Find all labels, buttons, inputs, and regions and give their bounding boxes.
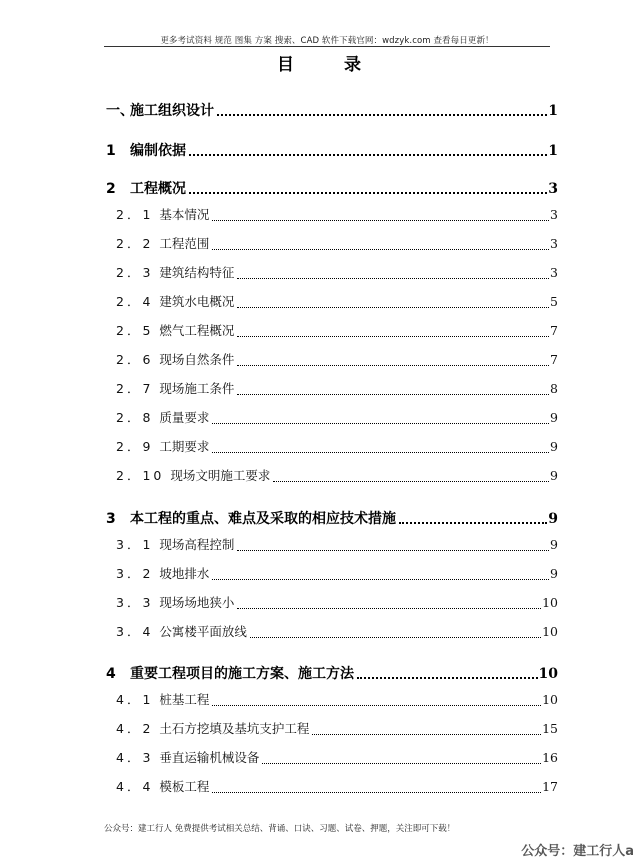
toc-entry[interactable] — [106, 100, 558, 120]
dot-leader — [357, 676, 538, 679]
toc-entry[interactable] — [116, 205, 558, 225]
toc-entry-number: 3．2 — [116, 566, 154, 581]
toc-entry[interactable] — [116, 437, 558, 457]
dot-leader — [237, 335, 549, 337]
toc-entry-title: 现场自然条件 — [159, 352, 235, 367]
dot-leader — [237, 607, 541, 609]
toc-entry-page: 16 — [542, 750, 558, 765]
dot-leader — [212, 791, 541, 793]
toc-entry[interactable] — [106, 663, 558, 683]
toc-entry-page: 10 — [542, 595, 558, 610]
toc-entry[interactable] — [116, 466, 558, 486]
toc-entry-title: 现场施工条件 — [159, 381, 235, 396]
dot-leader — [273, 480, 549, 482]
toc-entry[interactable] — [116, 234, 558, 254]
toc-entry-number: 4．3 — [116, 750, 154, 765]
toc-entry-number: 3．4 — [116, 624, 154, 639]
toc-entry[interactable] — [116, 593, 558, 613]
dot-leader — [189, 153, 547, 156]
toc-entry-title: 工期要求 — [159, 439, 210, 454]
toc-entry-page: 3 — [550, 265, 558, 280]
footer-note: 公众号：建工行人 免费提供考试相关总结、背诵、口诀、习题、试卷、押题，关注即可下载！ — [104, 824, 456, 834]
toc-entry-page: 9 — [550, 566, 558, 581]
toc-entry-title: 工程范围 — [159, 236, 210, 251]
toc-entry-number: 2．2 — [116, 236, 154, 251]
dot-leader — [189, 191, 547, 194]
dot-leader — [217, 113, 547, 116]
dot-leader — [212, 219, 549, 221]
toc-entry-page: 9 — [550, 468, 558, 483]
dot-leader — [312, 733, 541, 735]
toc-entry-number: 3．3 — [116, 595, 154, 610]
toc-entry-page: 10 — [542, 692, 558, 707]
toc-entry-title: 公寓楼平面放线 — [159, 624, 247, 639]
dot-leader — [237, 277, 549, 279]
toc-entry[interactable] — [116, 622, 558, 642]
toc-entry-title: 建筑结构特征 — [159, 265, 235, 280]
toc-entry-page: 9 — [548, 511, 558, 527]
toc-entry[interactable] — [116, 379, 558, 399]
toc-entry-page: 1 — [548, 143, 558, 159]
toc-heading: 目 录 — [277, 55, 383, 75]
toc-entry-title: 建筑水电概况 — [159, 294, 235, 309]
toc-entry[interactable] — [106, 178, 558, 198]
toc-entry-title: 坡地排水 — [159, 566, 210, 581]
toc-entry-number: 4．1 — [116, 692, 154, 707]
dot-leader — [399, 521, 547, 524]
toc-entry-title: 编制依据 — [130, 143, 186, 159]
toc-entry-number: 2．6 — [116, 352, 154, 367]
toc-entry-title: 施工组织设计 — [130, 103, 214, 119]
toc-entry-number: 2．9 — [116, 439, 154, 454]
dot-leader — [237, 549, 549, 551]
toc-entry-title: 垂直运输机械设备 — [159, 750, 260, 765]
toc-entry-title: 桩基工程 — [159, 692, 210, 707]
watermark: 公众号：建工行人a — [521, 844, 634, 859]
toc-entry-page: 3 — [550, 236, 558, 251]
toc-entry-title: 本工程的重点、难点及采取的相应技术措施 — [130, 511, 396, 527]
toc-entry-number: 2．3 — [116, 265, 154, 280]
toc-entry-page: 9 — [550, 439, 558, 454]
toc-entry-number: 4．2 — [116, 721, 154, 736]
toc-entry-page: 9 — [550, 537, 558, 552]
toc-entry-title: 现场文明施工要求 — [170, 468, 271, 483]
toc-entry-number: 3．1 — [116, 537, 154, 552]
dot-leader — [237, 306, 549, 308]
toc-entry[interactable] — [106, 140, 558, 160]
toc-entry[interactable] — [116, 748, 558, 768]
dot-leader — [212, 451, 549, 453]
toc-entry-title: 模板工程 — [159, 779, 210, 794]
toc-entry[interactable] — [106, 508, 558, 528]
toc-entry[interactable] — [116, 263, 558, 283]
header-note: 更多考试资料 规范 图集 方案 搜索、CAD 软件下载官网：wdzyk.com 查看每日更新！ — [160, 36, 494, 46]
toc-entry-number: 2．8 — [116, 410, 154, 425]
toc-entry-page: 9 — [550, 410, 558, 425]
toc-entry-number: 一、 — [106, 103, 134, 119]
toc-entry[interactable] — [116, 350, 558, 370]
toc-entry[interactable] — [116, 321, 558, 341]
toc-entry[interactable] — [116, 564, 558, 584]
toc-entry-page: 8 — [550, 381, 558, 396]
toc-entry-page: 3 — [550, 207, 558, 222]
toc-entry[interactable] — [116, 719, 558, 739]
toc-entry-title: 工程概况 — [130, 181, 186, 197]
dot-leader — [212, 248, 549, 250]
toc-entry-number: 2．7 — [116, 381, 154, 396]
toc-entry-title: 质量要求 — [159, 410, 210, 425]
toc-entry-number: 2．1 — [116, 207, 154, 222]
dot-leader — [212, 578, 549, 580]
toc-entry-number: 4 — [106, 666, 116, 682]
toc-entry-page: 10 — [538, 666, 558, 682]
dot-leader — [212, 422, 549, 424]
toc-entry-title: 燃气工程概况 — [159, 323, 235, 338]
toc-entry-title: 现场高程控制 — [159, 537, 235, 552]
toc-entry-title: 现场场地狭小 — [159, 595, 235, 610]
toc-entry[interactable] — [116, 690, 558, 710]
toc-entry-number: 1 — [106, 143, 116, 159]
toc-entry-page: 17 — [542, 779, 558, 794]
toc-entry-page: 7 — [550, 323, 558, 338]
toc-entry[interactable] — [116, 408, 558, 428]
toc-entry[interactable] — [116, 535, 558, 555]
dot-leader — [212, 704, 541, 706]
dot-leader — [262, 762, 541, 764]
toc-entry-number: 2．10 — [116, 468, 165, 483]
toc-entry-title: 重要工程项目的施工方案、施工方法 — [130, 666, 354, 682]
toc-entry-page: 1 — [548, 103, 558, 119]
toc-entry-number: 2．5 — [116, 323, 154, 338]
toc-entry-title: 基本情况 — [159, 207, 210, 222]
toc-entry-title: 土石方挖填及基坑支护工程 — [159, 721, 310, 736]
toc-entry-page: 7 — [550, 352, 558, 367]
toc-entry-page: 5 — [550, 294, 558, 309]
toc-entry-number: 3 — [106, 511, 116, 527]
dot-leader — [250, 636, 541, 638]
toc-entry-number: 2．4 — [116, 294, 154, 309]
toc-entry-page: 10 — [542, 624, 558, 639]
toc-entry-number: 4．4 — [116, 779, 154, 794]
toc-entry-page: 3 — [548, 181, 558, 197]
toc-entry[interactable] — [116, 292, 558, 312]
dot-leader — [237, 364, 549, 366]
header-rule — [104, 46, 550, 47]
toc-entry-number: 2 — [106, 181, 116, 197]
toc-entry[interactable] — [116, 777, 558, 797]
dot-leader — [237, 393, 549, 395]
toc-entry-page: 15 — [542, 721, 558, 736]
